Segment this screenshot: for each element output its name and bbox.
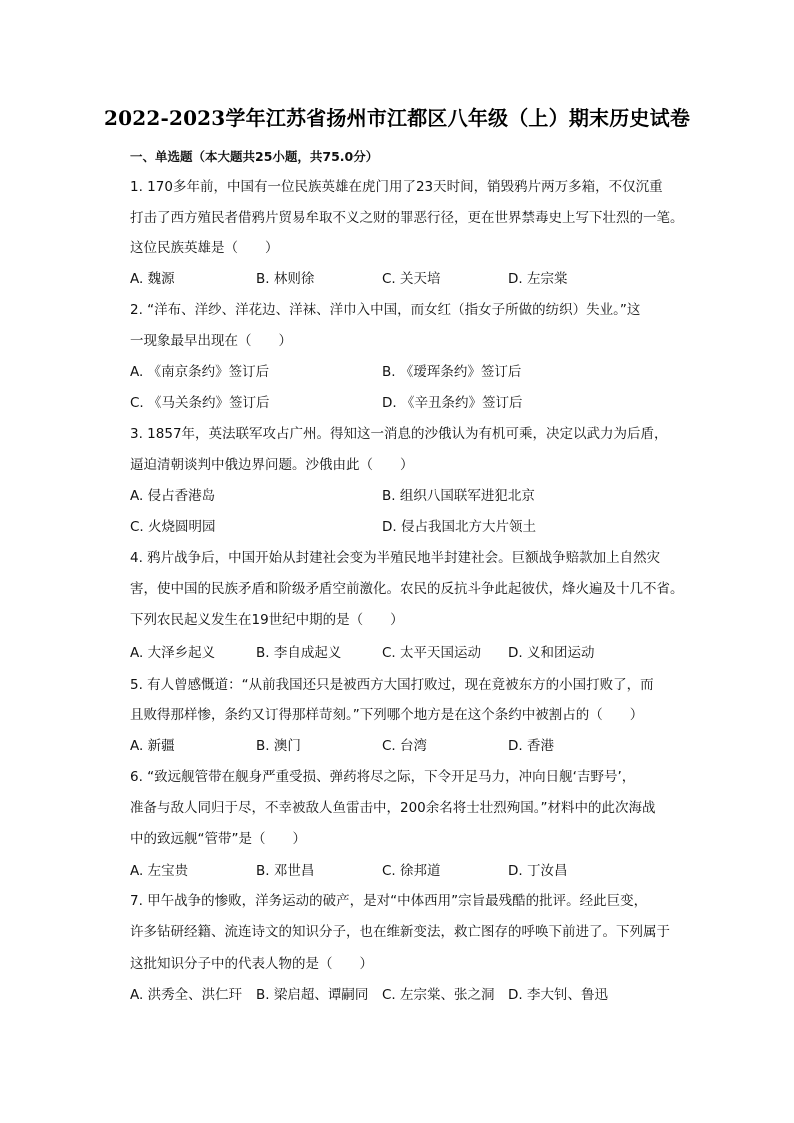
question-1-line-3: 这位民族英雄是（ ）: [130, 240, 279, 256]
page-title: 2022-2023学年江苏省扬州市江都区八年级（上）期末历史试卷: [103, 106, 691, 130]
question-4-line-1: 4. 鸦片战争后，中国开始从封建社会变为半殖民地半封建社会。巨额战争赔款加上自然灾: [130, 550, 661, 566]
question-4-option-c: C. 太平天国运动: [382, 645, 482, 661]
question-7-option-a: A. 洪秀全、洪仁玕: [130, 987, 243, 1003]
question-4-line-2: 害，使中国的民族矛盾和阶级矛盾空前激化。农民的反抗斗争此起彼伏，烽火遍及十几不省。: [130, 581, 684, 597]
question-6-line-3: 中的致远舰“管带”是（ ）: [130, 831, 306, 847]
question-7-line-2: 许多钻研经籍、流连诗文的知识分子，也在维新变法，救亡图存的呼唤下前进了。下列属于: [130, 924, 670, 940]
question-6-option-d: D. 丁汝昌: [508, 863, 568, 879]
question-1-option-d: D. 左宗棠: [508, 271, 568, 287]
question-4-option-d: D. 义和团运动: [508, 645, 595, 661]
question-7-option-b: B. 梁启超、谭嗣同: [256, 987, 369, 1003]
question-7-line-1: 7. 甲午战争的惨败，洋务运动的破产，是对“中体西用”宗旨最残酷的批评。经此巨变，: [130, 893, 648, 909]
question-2-option-c: C. 《马关条约》签订后: [130, 395, 270, 411]
question-6-line-2: 准备与敌人同归于尽，不幸被敌人鱼雷击中，200余名将士壮烈殉国。”材料中的此次海战: [130, 800, 656, 816]
question-2-line-2: 一现象最早出现在（ ）: [130, 333, 292, 349]
question-7-option-c: C. 左宗棠、张之洞: [382, 987, 495, 1003]
question-1-line-1: 1. 170多年前，中国有一位民族英雄在虎门用了23天时间，销毁鸦片两万多箱，不仅沉重: [130, 179, 663, 195]
question-4-line-3: 下列农民起义发生在19世纪中期的是（ ）: [130, 612, 404, 628]
question-5-line-2: 且败得那样惨，条约又订得那样苛刻。”下列哪个地方是在这个条约中被割占的（ ）: [130, 707, 644, 723]
question-3-option-d: D. 侵占我国北方大片领土: [382, 519, 536, 535]
question-7-line-3: 这批知识分子中的代表人物的是（ ）: [130, 956, 373, 972]
question-6-line-1: 6. “致远舰管带在舰身严重受损、弹药将尽之际，下令开足马力，冲向日舰‘吉野号’，: [130, 769, 636, 785]
question-1-option-c: C. 关天培: [382, 271, 441, 287]
question-7-option-d: D. 李大钊、鲁迅: [508, 987, 608, 1003]
question-3-line-2: 逼迫清朝谈判中俄边界问题。沙俄由此（ ）: [130, 457, 414, 473]
question-6-option-a: A. 左宝贵: [130, 863, 189, 879]
question-4-option-b: B. 李自成起义: [256, 645, 342, 661]
question-5-option-a: A. 新疆: [130, 738, 175, 754]
question-3-option-b: B. 组织八国联军进犯北京: [382, 488, 535, 504]
section-heading: 一、单选题（本大题共25小题，共75.0分）: [130, 149, 379, 164]
question-2-option-b: B. 《瑷珲条约》签订后: [382, 364, 522, 380]
question-3-option-c: C. 火烧圆明园: [130, 519, 216, 535]
question-6-option-b: B. 邓世昌: [256, 863, 315, 879]
question-2-option-d: D. 《辛丑条约》签订后: [382, 395, 523, 411]
question-5-option-d: D. 香港: [508, 738, 554, 754]
question-6-option-c: C. 徐邦道: [382, 863, 441, 879]
question-5-line-1: 5. 有人曾感慨道：“从前我国还只是被西方大国打败过，现在竟被东方的小国打败了，而: [130, 677, 654, 693]
question-1-option-b: B. 林则徐: [256, 271, 315, 287]
question-3-line-1: 3. 1857年，英法联军攻占广州。得知这一消息的沙俄认为有机可乘，决定以武力为后盾，: [130, 426, 668, 442]
question-5-option-b: B. 澳门: [256, 738, 301, 754]
question-1-option-a: A. 魏源: [130, 271, 175, 287]
question-4-option-a: A. 大泽乡起义: [130, 645, 216, 661]
question-1-line-2: 打击了西方殖民者借鸦片贸易牟取不义之财的罪恶行径，更在世界禁毒史上写下壮烈的一笔。: [130, 210, 684, 226]
question-5-option-c: C. 台湾: [382, 738, 428, 754]
question-2-option-a: A. 《南京条约》签订后: [130, 364, 270, 380]
question-3-option-a: A. 侵占香港岛: [130, 488, 216, 504]
question-2-line-1: 2. “洋布、洋纱、洋花边、洋袜、洋巾入中国，而女红（指女子所做的纺织）失业。”这: [130, 302, 641, 318]
